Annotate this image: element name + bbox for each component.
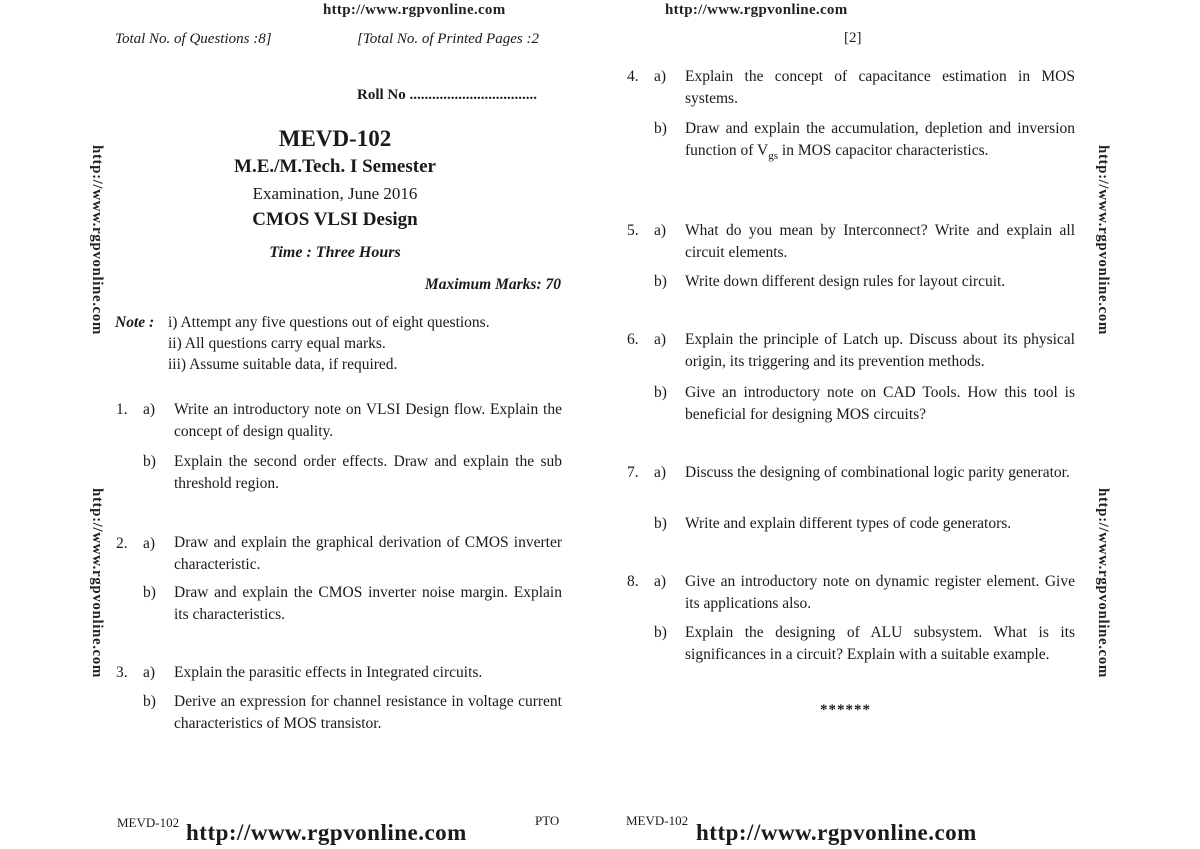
- question-2a-label: a): [143, 535, 156, 552]
- question-6-number: 6.: [627, 331, 639, 348]
- side-url-left-upper: http://www.rgpvonline.com: [89, 145, 105, 336]
- question-1-number: 1.: [116, 401, 128, 418]
- question-3-number: 3.: [116, 664, 128, 681]
- question-4a-text: Explain the concept of capacitance estimation in MOS systems.: [685, 68, 1075, 107]
- question-6a-text: Explain the principle of Latch up. Discuss about its physical origin, its triggering and its prevention methods.: [685, 331, 1075, 370]
- bottom-url-left[interactable]: http://www.rgpvonline.com: [186, 820, 467, 845]
- question-2b-text: Draw and explain the CMOS inverter noise margin. Explain its characteristics.: [174, 584, 562, 623]
- question-2a-text: Draw and explain the graphical derivation of CMOS inverter characteristic.: [174, 534, 562, 573]
- question-7-number: 7.: [627, 464, 639, 481]
- time-allowed: Time : Three Hours: [269, 244, 401, 261]
- question-7a-text: Discuss the designing of combinational logic parity generator.: [685, 464, 1070, 481]
- roll-no: Roll No ..................................: [357, 87, 537, 103]
- question-5b-text: Write down different design rules for layout circuit.: [685, 273, 1006, 290]
- question-3b-label: b): [143, 693, 156, 710]
- question-1a-label: a): [143, 401, 156, 418]
- note-item: i) Attempt any five questions out of eight questions.: [168, 314, 490, 331]
- question-3a-label: a): [143, 664, 156, 681]
- question-1b-text: Explain the second order effects. Draw and explain the sub threshold region.: [174, 453, 562, 492]
- question-4a-label: a): [654, 68, 667, 85]
- semester: M.E./M.Tech. I Semester: [234, 156, 436, 177]
- question-4b-label: b): [654, 120, 667, 137]
- note-list: [168, 312, 568, 375]
- page-number: [2]: [844, 30, 862, 46]
- question-5-number: 5.: [627, 222, 639, 239]
- top-url-right[interactable]: http://www.rgpvonline.com: [665, 2, 848, 18]
- question-4b-text-pre: Draw and explain the accumulation, depletion and inversion function of V: [685, 120, 1075, 159]
- side-url-right-upper: http://www.rgpvonline.com: [1095, 145, 1111, 336]
- question-3a-text: Explain the parasitic effects in Integrated circuits.: [174, 664, 483, 681]
- question-7b-label: b): [654, 515, 667, 532]
- side-url-right-lower: http://www.rgpvonline.com: [1095, 488, 1111, 679]
- question-3b-text: Derive an expression for channel resistance in voltage current characteristics of MOS transistor.: [174, 693, 562, 732]
- total-pages: [Total No. of Printed Pages :2: [357, 31, 539, 47]
- note-item: iii) Assume suitable data, if required.: [168, 356, 398, 373]
- side-url-left-lower: http://www.rgpvonline.com: [89, 488, 105, 679]
- examination: Examination, June 2016: [252, 184, 418, 203]
- question-5a-label: a): [654, 222, 667, 239]
- question-8b-text: Explain the designing of ALU subsystem. What is its significances in a circuit? Explain with a suitable example.: [685, 624, 1075, 663]
- question-7a-label: a): [654, 464, 667, 481]
- vgs-subscript: gs: [768, 150, 779, 163]
- question-8-number: 8.: [627, 573, 639, 590]
- question-2-number: 2.: [116, 535, 128, 552]
- question-4b-text: [685, 118, 1075, 167]
- question-8a-text: Give an introductory note on dynamic register element. Give its applications also.: [685, 573, 1075, 612]
- paper-code: MEVD-102: [278, 126, 392, 151]
- note-label: Note :: [115, 314, 155, 331]
- question-1b-label: b): [143, 453, 156, 470]
- question-1a-text: Write an introductory note on VLSI Design flow. Explain the concept of design quality.: [174, 401, 562, 440]
- question-6b-text: Give an introductory note on CAD Tools. How this tool is beneficial for designing MOS circuits?: [685, 384, 1075, 423]
- bottom-url-right[interactable]: http://www.rgpvonline.com: [696, 820, 977, 845]
- question-4b-text-post: in MOS capacitor characteristics.: [778, 142, 989, 159]
- top-url-left[interactable]: http://www.rgpvonline.com: [323, 2, 506, 18]
- question-7b-text: Write and explain different types of code generators.: [685, 515, 1012, 532]
- question-6a-label: a): [654, 331, 667, 348]
- question-8a-label: a): [654, 573, 667, 590]
- subject-title: CMOS VLSI Design: [252, 209, 418, 230]
- question-2b-label: b): [143, 584, 156, 601]
- note-item: ii) All questions carry equal marks.: [168, 335, 386, 352]
- question-5a-text: What do you mean by Interconnect? Write and explain all circuit elements.: [685, 222, 1075, 261]
- question-4-number: 4.: [627, 68, 639, 85]
- question-6b-label: b): [654, 384, 667, 401]
- maximum-marks: Maximum Marks: 70: [424, 276, 561, 293]
- total-questions: Total No. of Questions :8]: [115, 31, 272, 47]
- end-marks: ******: [820, 702, 871, 718]
- footer-code-right: MEVD-102: [626, 813, 689, 828]
- footer-code-left: MEVD-102: [117, 815, 180, 830]
- question-8b-label: b): [654, 624, 667, 641]
- footer-pto: PTO: [535, 813, 560, 828]
- question-5b-label: b): [654, 273, 667, 290]
